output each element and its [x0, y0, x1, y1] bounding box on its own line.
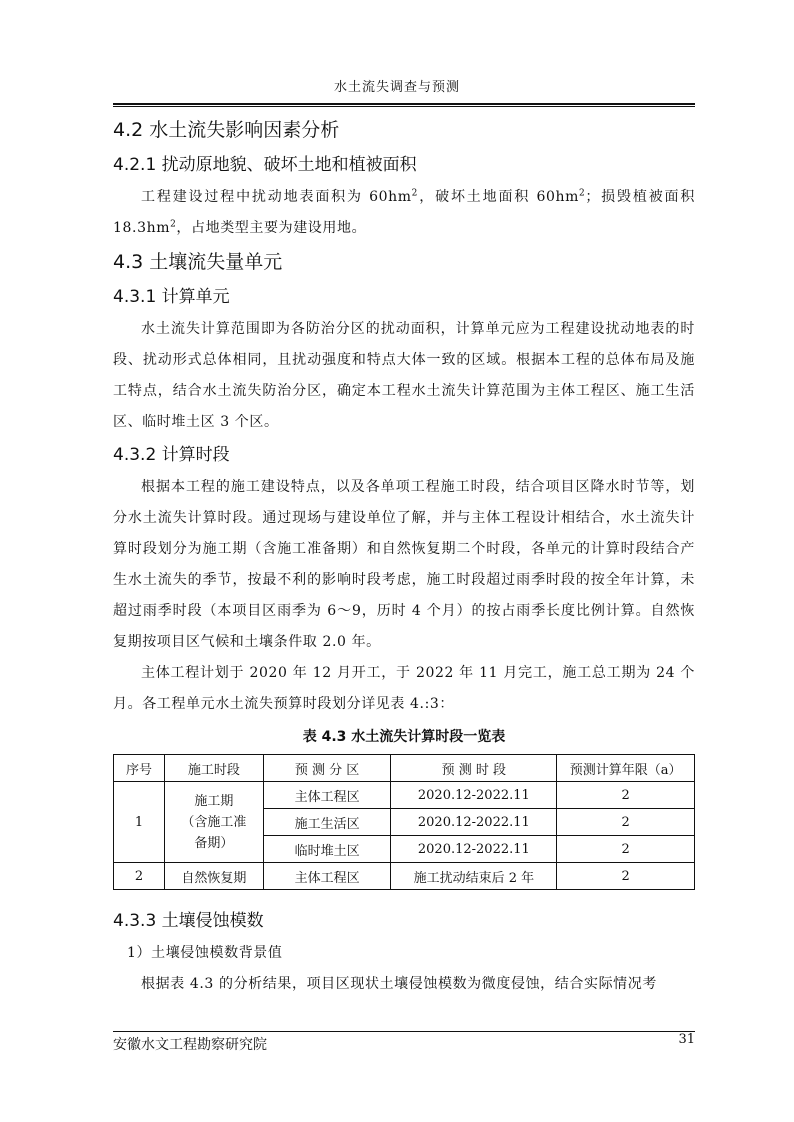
header-rule-thin — [113, 106, 695, 107]
page-number: 31 — [678, 1032, 695, 1047]
heading-4-3-2: 4.3.2 计算时段 — [113, 445, 230, 465]
paragraph-disturbance-area: 工程建设过程中扰动地表面积为 $60hm^2$，破坏土地面积 $60hm^2$；损毁植被面积 $18.3hm^2$，占地类型主要为建设用地。 — [113, 188, 695, 236]
table-header-cell: 预测计算年限（a） — [557, 755, 695, 782]
paragraph-schedule: 主体工程计划于 2020 年 12 月开工，于 2022 年 11 月完工，施工总工期为 24 个月。各工程单元水土流失预算时段划分详见表 4.:3： — [113, 665, 695, 712]
table-caption: 表 4.3 水土流失计算时段一览表 — [302, 729, 506, 745]
footer-rule — [113, 1031, 695, 1032]
period-line: 备期） — [194, 835, 234, 851]
list-item-background-value: 1）土壤侵蚀模数背景值 — [127, 945, 283, 961]
table-cell-zone: 临时堆土区 — [263, 836, 391, 863]
paragraph-calc-period: 根据本工程的施工建设特点，以及各单项工程施工时段，结合项目区降水时节等，划分水土流失计算时段。通过现场与建设单位了解，并与主体工程设计相结合，水土流失计算时段划分为施工期（含施工准备期）和自然恢复期二个时段，各单元的计算时段结合产生水土流失的季节，按最不利的影响时段考虑，施工时段超过雨季时段的按全年计算，未超过雨季时段（本项目区雨季为 6～9，历时 4 个月）的按占雨季长度比例计算。自然恢复期按项目区气候和土壤条件取 2.0 年。 — [113, 479, 695, 650]
heading-4-2: 4.2 水土流失影响因素分析 — [113, 119, 340, 141]
table-header-cell: 预 测 分 区 — [263, 755, 391, 782]
running-header: 水土流失调查与预测 — [333, 80, 460, 95]
table-cell-zone: 主体工程区 — [263, 863, 391, 890]
header-rule — [113, 103, 695, 105]
table-cell-years: 2 — [557, 782, 695, 809]
page-body — [113, 112, 695, 1000]
heading-4-2-1: 4.2.1 扰动原地貌、破坏土地和植被面积 — [113, 155, 417, 175]
table-cell-period — [164, 782, 263, 863]
calc-period-table — [113, 754, 695, 890]
footer-organization: 安徽水文工程勘察研究院 — [113, 1037, 267, 1053]
table-cell-zone: 施工生活区 — [263, 809, 391, 836]
table-cell-no: 1 — [114, 782, 165, 863]
table-cell-span: 2020.12-2022.11 — [391, 782, 557, 809]
table-cell-span: 2020.12-2022.11 — [391, 836, 557, 863]
table-cell-period: 自然恢复期 — [164, 863, 263, 890]
table-cell-years: 2 — [557, 863, 695, 890]
table-cell-span: 施工扰动结束后 2 年 — [391, 863, 557, 890]
table-header-cell: 序号 — [114, 755, 165, 782]
table-header-cell: 施工时段 — [164, 755, 263, 782]
paragraph-calc-unit: 水土流失计算范围即为各防治分区的扰动面积，计算单元应为工程建设扰动地表的时段、扰动形式总体相同，且扰动强度和特点大体一致的区域。根据本工程的总体布局及施工特点，结合水土流失防治分区，确定本工程水土流失计算范围为主体工程区、施工生活区、临时堆土区 3 个区。 — [113, 321, 695, 430]
table-row — [114, 863, 695, 890]
heading-4-3: 4.3 土壤流失量单元 — [113, 251, 283, 273]
table-cell-years: 2 — [557, 809, 695, 836]
table-header-cell: 预 测 时 段 — [391, 755, 557, 782]
table-cell-years: 2 — [557, 836, 695, 863]
paragraph-erosion-modulus: 根据表 4.3 的分析结果，项目区现状土壤侵蚀模数为微度侵蚀，结合实际情况考 — [141, 976, 657, 992]
table-row — [114, 782, 695, 809]
table-cell-no: 2 — [114, 863, 165, 890]
spacer — [113, 890, 695, 904]
table-cell-zone: 主体工程区 — [263, 782, 391, 809]
table-header-row — [114, 755, 695, 782]
period-line: （含施工准 — [181, 814, 247, 830]
table-cell-span: 2020.12-2022.11 — [391, 809, 557, 836]
period-line: 施工期 — [194, 793, 234, 809]
heading-4-3-3: 4.3.3 土壤侵蚀模数 — [113, 911, 264, 931]
heading-4-3-1: 4.3.1 计算单元 — [113, 287, 230, 307]
